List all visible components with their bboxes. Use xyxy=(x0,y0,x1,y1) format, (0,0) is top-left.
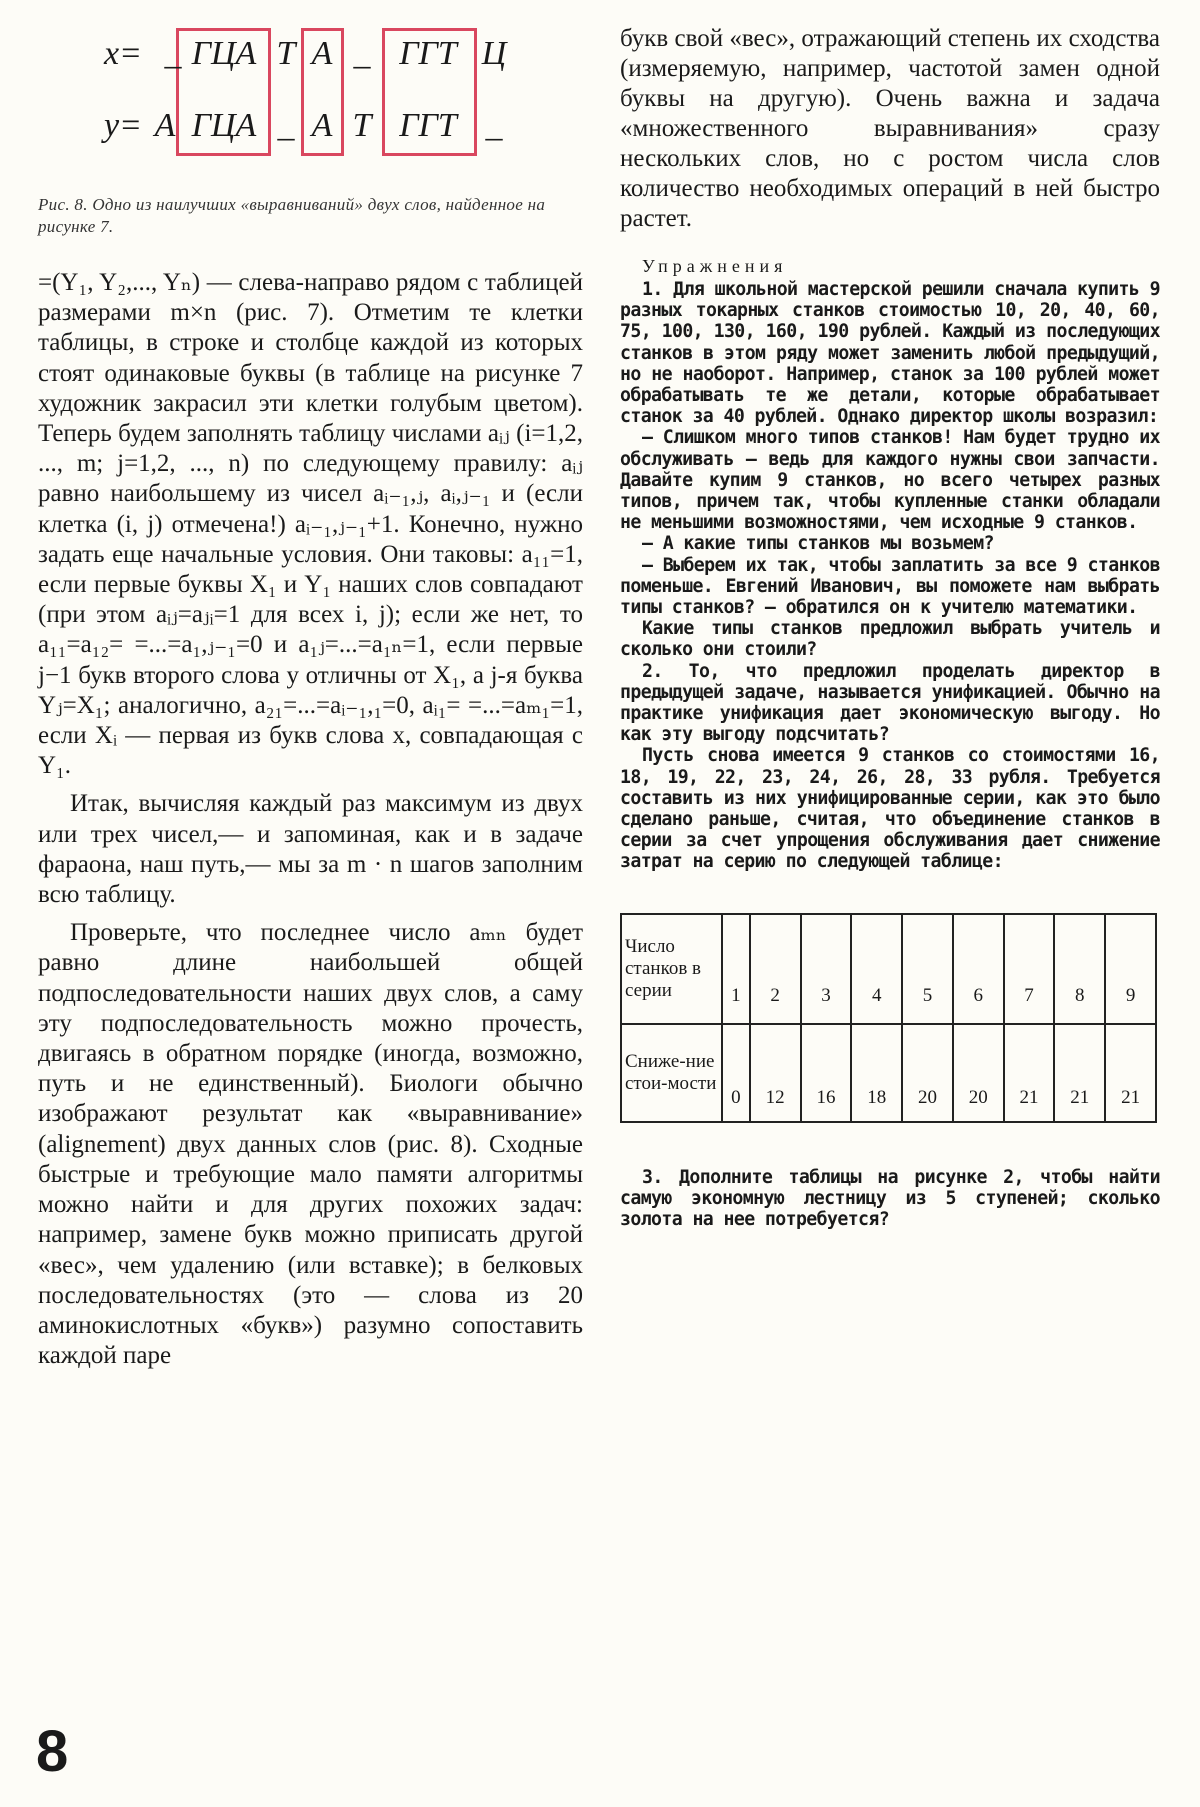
row-x-cell: ГГТ xyxy=(399,35,457,72)
table-cell: 18 xyxy=(851,1024,902,1122)
table-cell: 4 xyxy=(851,914,902,1024)
alignment-figure xyxy=(38,20,583,190)
figure-caption: Рис. 8. Одно из наилучших «выравниваний» двух слов, найденное на рисунке 7. xyxy=(38,195,546,236)
exercise-2-body: Пусть снова имеется 9 станков со стоимостями 16, 18, 19, 22, 23, 24, 26, 28, 33 рубля. Требуется составить из них унифицированные серии, как это было сделано раньше, считая, что объединение станков в серии за счет упрощения обслуживания дает снижение затрат на серию по следующей таблице: xyxy=(620,745,1160,873)
row-x-cell: _ xyxy=(164,35,182,72)
table-cell: 5 xyxy=(902,914,953,1024)
table-cell: 20 xyxy=(953,1024,1004,1122)
row-y-cell: ГЦА xyxy=(191,107,257,144)
cost-reduction-table xyxy=(620,913,1157,1123)
row-x-cell: Ц xyxy=(481,35,507,72)
row-x-label: x= xyxy=(103,35,143,72)
row-x-cell: ГЦА xyxy=(191,35,257,72)
table-cell: 12 xyxy=(750,1024,801,1122)
right-column xyxy=(620,24,1160,1230)
table-cell: 8 xyxy=(1054,914,1105,1024)
exercise-2: 2. То, что предложил проделать директор в предыдущей задаче, называется унификацией. Обычно на практике унификация дает экономическую выгоду. Но как эту выгоду подсчитать? xyxy=(620,660,1160,746)
table-cell: 6 xyxy=(953,914,1004,1024)
exercises-heading: Упражнения xyxy=(642,256,788,276)
exercise-1-dialogue: — Слишком много типов станков! Нам будет трудно их обслуживать — ведь для каждого нужны свои запчасти. Давайте купим 9 станков, но всего четырех разных типов, причем так, чтобы купленные станки обладали не меньшими возможностями, чем исходные 9 станков. xyxy=(620,427,1160,534)
table-cell: 7 xyxy=(1004,914,1055,1024)
table-row xyxy=(621,914,1156,1024)
paragraph: Итак, вычисляя каждый раз максимум из двух или трех чисел,— и запоминая, как и в задаче фараона, наш путь,— мы за m · n шагов заполним всю таблицу. xyxy=(38,790,583,909)
table-row-label: Число станков в серии xyxy=(621,914,722,1024)
row-y-cell: А xyxy=(311,107,333,144)
row-y-cell: А xyxy=(154,107,176,144)
row-x-cell: Т xyxy=(276,35,296,72)
page-number: 8 xyxy=(36,1719,69,1784)
table-cell: 1 xyxy=(722,914,750,1024)
table-row-label: Сниже-ние стои-мости xyxy=(621,1024,722,1122)
exercise-1-dialogue: — А какие типы станков мы возьмем? xyxy=(642,533,994,555)
table-cell: 21 xyxy=(1004,1024,1055,1122)
exercise-1-dialogue: — Выберем их так, чтобы заплатить за все 9 станков поменьше. Евгений Иванович, вы поможете нам выбрать типы станков? — обратился он к учителю математики. xyxy=(620,554,1160,619)
exercise-1: 1. Для школьной мастерской решили сначала купить 9 разных токарных станков стоимостью 10, 20, 40, 60, 75, 100, 130, 160, 190 рублей. Каждый из последующих станков в этом ряду может заменить любой предыдущий, но не наоборот. Например, станок за 100 рублей может обрабатывать те же детали, которые обрабатывает станок за 40 рублей. Однако директор школы возразил: xyxy=(620,279,1160,428)
table-cell: 16 xyxy=(801,1024,852,1122)
table-cell: 21 xyxy=(1105,1024,1156,1122)
row-y-cell: _ xyxy=(485,107,503,144)
row-y-cell: Т xyxy=(352,107,372,144)
table-cell: 3 xyxy=(801,914,852,1024)
row-x-cell: _ xyxy=(353,35,371,72)
table-row xyxy=(621,1024,1156,1122)
table-cell: 21 xyxy=(1054,1024,1105,1122)
exercise-1-question: Какие типы станков предложил выбрать учитель и сколько они стоили? xyxy=(620,618,1160,661)
table-cell: 9 xyxy=(1105,914,1156,1024)
table-cell: 20 xyxy=(902,1024,953,1122)
table-cell: 2 xyxy=(750,914,801,1024)
paragraph: =(Y₁, Y₂,..., Yₙ) — слева-направо рядом с таблицей размерами m×n (рис. 7). Отметим те клетки таблицы, в строке и столбце каждой из которых стоят одинаковые буквы (в таблице на рисунке 7 художник закрасил эти клетки голубым цветом). Теперь будем заполнять таблицу числами aᵢⱼ (i=1,2, ..., m; j=1,2, ..., n) по следующему правилу: aᵢⱼ равно наибольшему из чисел aᵢ₋₁,ⱼ, aᵢ,ⱼ₋₁ и (если клетка (i, j) отмечена!) aᵢ₋₁,ⱼ₋₁+1. Конечно, нужно задать еще начальные условия. Они таковы: a₁₁=1, если первые буквы X₁ и Y₁ наших слов совпадают (при этом aᵢⱼ=aⱼᵢ=1 для всех i, j); если же нет, то a₁₁=a₁₂= =...=a₁,ⱼ₋₁=0 и a₁ⱼ=...=a₁ₙ=1, если первые j−1 букв второго слова y отличны от X₁, а j-я буква Yⱼ=X₁; аналогично, a₂₁=...=aᵢ₋₁,₁=0, aᵢ₁= =...=aₘ₁=1, если Xᵢ — первая из букв слова x, совпадающая с Y₁. xyxy=(38,269,583,780)
row-y-cell: ГГТ xyxy=(399,107,457,144)
row-x-cell: А xyxy=(311,35,333,72)
row-y-cell: _ xyxy=(277,107,295,144)
paragraph: букв свой «вес», отражающий степень их сходства (измеряемую, например, частотой замен одной буквы на другую). Очень важна и задача «множественного выравнивания» сразу нескольких слов, но с ростом числа слов количество необходимых операций в ней быстро растет. xyxy=(620,25,1160,232)
exercise-3: 3. Дополните таблицы на рисунке 2, чтобы найти самую экономную лестницу из 5 ступеней; сколько золота на нее потребуется? xyxy=(620,1166,1160,1231)
table-cell: 0 xyxy=(722,1024,750,1122)
paragraph: Проверьте, что последнее число aₘₙ будет равно длине наибольшей общей подпоследовательности наших двух слов, а саму эту подпоследовательность можно прочесть, двигаясь в обратном порядке (иногда, возможно, путь и не единственный). Биологи обычно изображают результат как «выравнивание» (alignement) двух данных слов (рис. 8). Сходные быстрые и требующие мало памяти алгоритмы можно найти и для других похожих задач: например, замене букв можно приписать другой «вес», чем удалению (или вставке); в белковых последовательностях (это — слова из 20 аминокислотных «букв») разумно сопоставить каждой паре xyxy=(38,919,583,1370)
row-y-label: y= xyxy=(103,107,143,144)
left-column xyxy=(38,20,583,1371)
